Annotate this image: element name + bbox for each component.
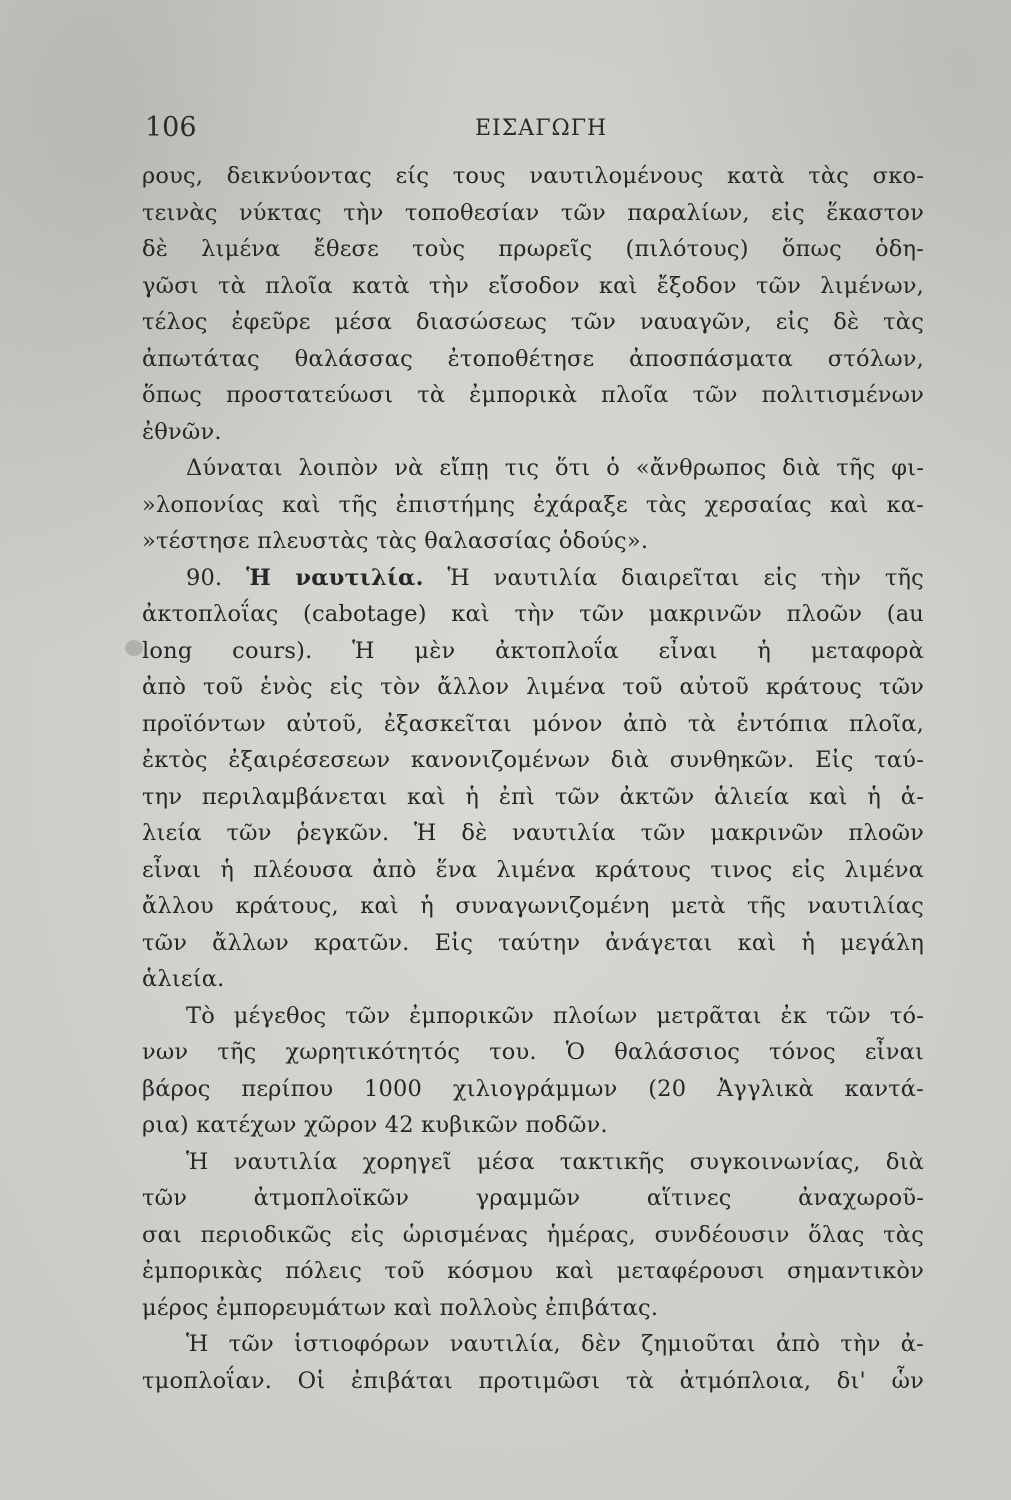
text-line: ἐκτὸς ἐξαιρέσεσεων κανονιζομένων διὰ συνθηκῶν. Εἰς ταύ- bbox=[142, 747, 924, 773]
text-line: ἀπωτάτας θαλάσσας ἐτοποθέτησε ἀποσπάσματα στόλων, bbox=[142, 345, 924, 372]
text-line: »λοπονίας καὶ τῆς ἐπιστήμης ἐχάραξε τὰς χερσαίας καὶ κα- bbox=[142, 491, 924, 518]
text-line: τέλος ἐφεῦρε μέσα διασώσεως τῶν ναυαγῶν, εἰς δὲ τὰς bbox=[142, 309, 924, 335]
text-line: ἐμπορικὰς πόλεις τοῦ κόσμου καὶ μεταφέρουσι σημαντικὸν bbox=[142, 1258, 924, 1284]
text-line: γῶσι τὰ πλοῖα κατὰ τὴν εἴσοδον καὶ ἔξοδον τῶν λιμένων, bbox=[142, 272, 924, 299]
text-line: σαι περιοδικῶς εἰς ὡρισμένας ἡμέρας, συνδέουσιν ὅλας τὰς bbox=[142, 1221, 924, 1248]
running-head: ΕΙΣΑΓΩΓΗ bbox=[475, 116, 608, 141]
text-line: λιεία τῶν ῥεγκῶν. Ἡ δὲ ναυτιλία τῶν μακρινῶν πλοῶν bbox=[142, 820, 924, 846]
text-line: νων τῆς χωρητικότητός του. Ὁ θαλάσσιος τόνος εἶναι bbox=[142, 1039, 924, 1065]
text-line: Τὸ μέγεθος τῶν ἐμπορικῶν πλοίων μετρᾶται ἐκ τῶν τό- bbox=[186, 1002, 924, 1029]
text-line: μέρος ἐμπορευμάτων καὶ πολλοὺς ἐπιβάτας. bbox=[142, 1294, 659, 1321]
text-line: ρους, δεικνύοντας είς τους ναυτιλομένους κατὰ τὰς σκο- bbox=[142, 163, 924, 189]
text-line: την περιλαμβάνεται καὶ ἡ ἐπὶ τῶν ἀκτῶν ἁλιεία καὶ ἡ ἁ- bbox=[142, 783, 924, 810]
text-line: τῶν ἄλλων κρατῶν. Εἰς ταύτην ἀνάγεται καὶ ἡ μεγάλη bbox=[142, 929, 924, 956]
page-header bbox=[135, 112, 925, 152]
text-line: Ἡ ναυτιλία χορηγεῖ μέσα τακτικῆς συγκοινωνίας, διὰ bbox=[186, 1148, 924, 1175]
text-line: εἶναι ἡ πλέουσα ἀπὸ ἕνα λιμένα κράτους τινος εἰς λιμένα bbox=[142, 856, 924, 883]
text-line: δὲ λιμένα ἔθεσε τοὺς πρωρεῖς (πιλότους) ὅπως ὁδη- bbox=[142, 236, 924, 262]
text-line: ἀκτοπλοΐας (cabotage) καὶ τὴν τῶν μακρινῶν πλοῶν (au bbox=[142, 601, 924, 627]
body-text bbox=[142, 158, 924, 1399]
section-title: Ἡ ναυτιλία. bbox=[246, 564, 424, 591]
ink-blot bbox=[125, 640, 143, 656]
text-line: Δύναται λοιπὸν νὰ εἴπῃ τις ὅτι ὁ «ἄνθρωπος διὰ τῆς φι- bbox=[186, 455, 924, 481]
text-line: τμοπλοΐαν. Οἱ ἐπιβάται προτιμῶσι τὰ ἀτμόπλοια, δι' ὧν bbox=[142, 1367, 924, 1394]
text-line: »τέστησε πλευστὰς τὰς θαλασσίας ὁδούς». bbox=[142, 528, 649, 554]
text-line: ἁλιεία. bbox=[142, 966, 225, 992]
page-number: 106 bbox=[145, 112, 197, 143]
section-number: 90. bbox=[186, 564, 223, 591]
text-line: ὅπως προστατεύωσι τὰ ἐμπορικὰ πλοῖα τῶν πολιτισμένων bbox=[142, 382, 924, 408]
section-first-line bbox=[142, 560, 924, 597]
text-line: ρια) κατέχων χῶρον 42 κυβικῶν ποδῶν. bbox=[142, 1112, 608, 1138]
text-line: long cours). Ἡ μὲν ἀκτοπλοΐα εἶναι ἡ μεταφορὰ bbox=[142, 637, 924, 664]
text-line: τῶν ἀτμοπλοϊκῶν γραμμῶν αἵτινες ἀναχωροῦ- bbox=[142, 1185, 924, 1211]
text-line: προϊόντων αὐτοῦ, ἐξασκεῖται μόνον ἀπὸ τὰ ἐντόπια πλοῖα, bbox=[142, 710, 924, 737]
text-line: ἐθνῶν. bbox=[142, 418, 222, 445]
text-line: Ἡ τῶν ἱστιοφόρων ναυτιλία, δὲν ζημιοῦται ἀπὸ τὴν ἀ- bbox=[186, 1331, 924, 1357]
text-line: ἄλλου κράτους, καὶ ἡ συναγωνιζομένη μετὰ τῆς ναυτιλίας bbox=[142, 893, 924, 919]
text-line: ἀπὸ τοῦ ἑνὸς εἰς τὸν ἄλλον λιμένα τοῦ αὐτοῦ κράτους τῶν bbox=[142, 674, 924, 700]
text-line: τεινὰς νύκτας τὴν τοποθεσίαν τῶν παραλίων, εἰς ἕκαστον bbox=[142, 199, 924, 226]
section-lead-text: Ἡ ναυτιλία διαιρεῖται εἰς τὴν τῆς bbox=[447, 564, 924, 591]
text-line: βάρος περίπου 1000 χιλιογράμμων (20 Ἀγγλικὰ καντά- bbox=[142, 1075, 924, 1102]
